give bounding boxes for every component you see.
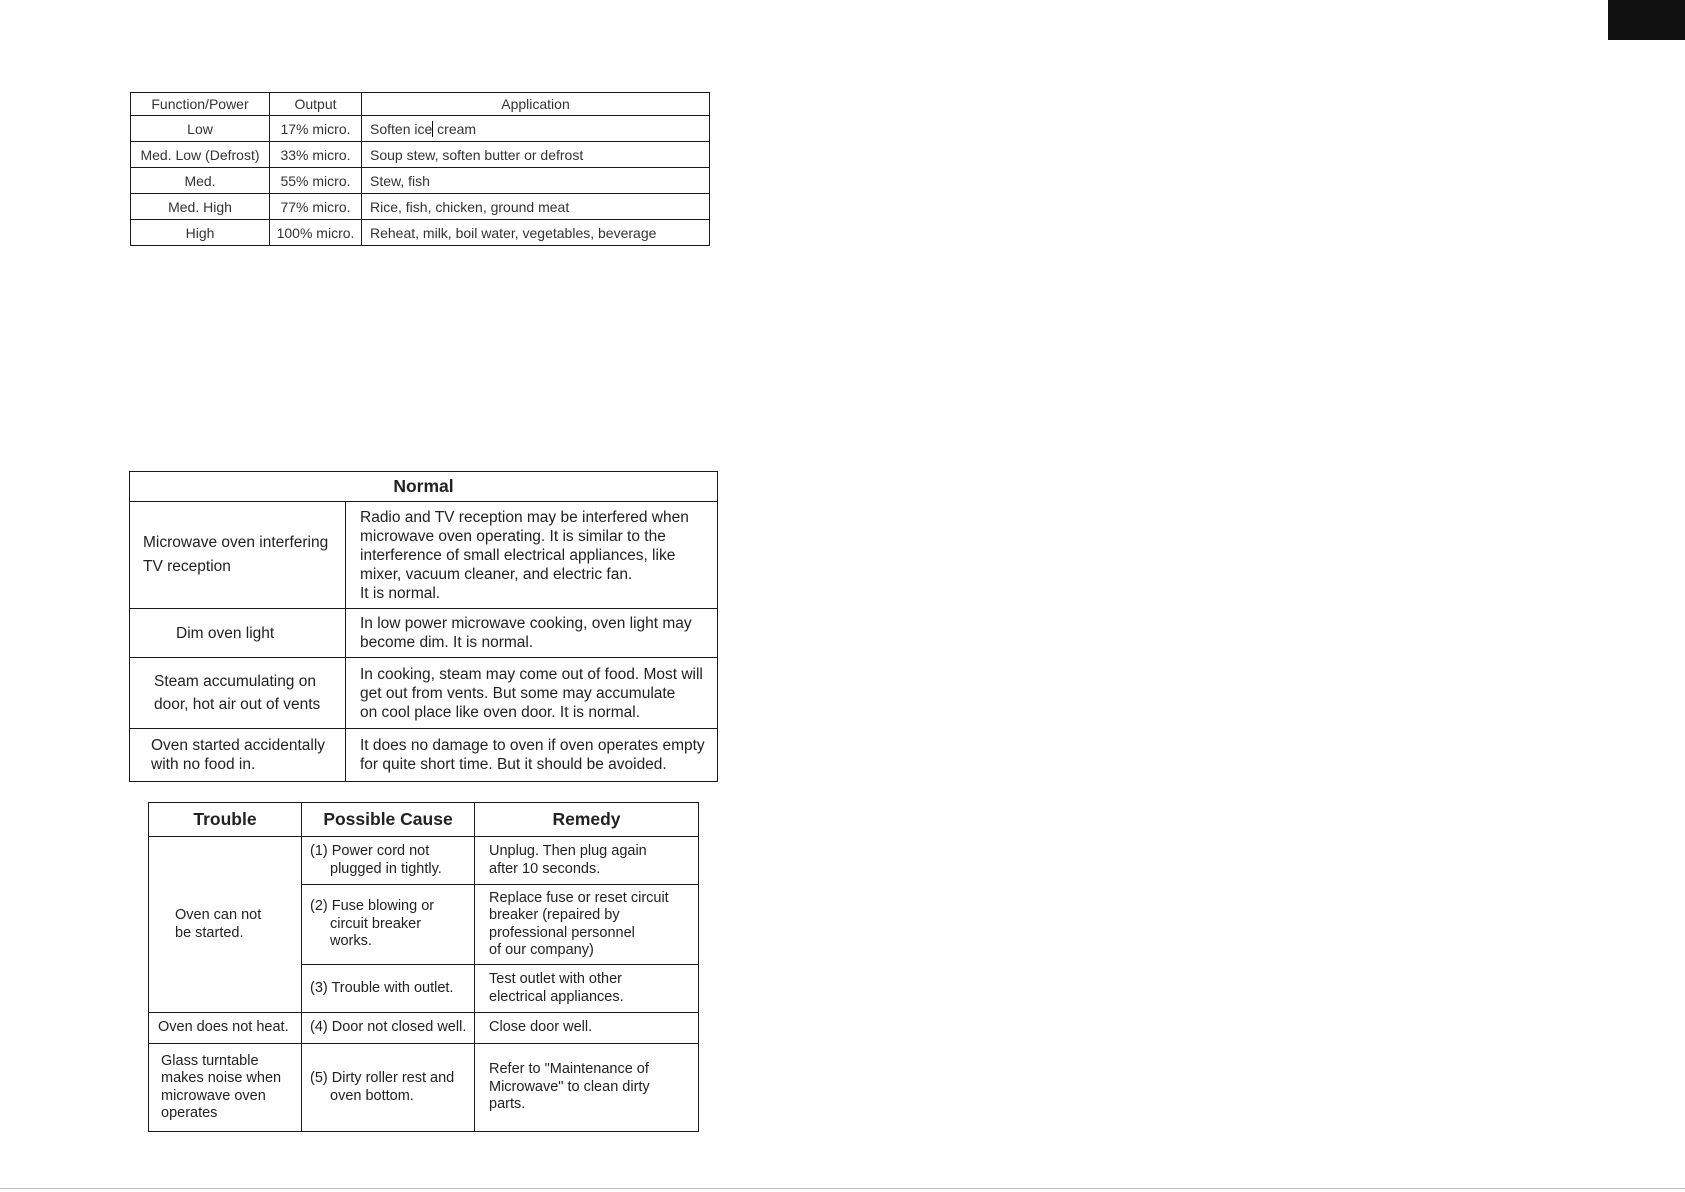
power-function: Med. Low (Defrost) — [131, 142, 270, 168]
normal-symptom — [130, 609, 346, 658]
power-level-table — [130, 92, 710, 246]
explanation-line: interference of small electrical appliances, like — [360, 546, 676, 564]
table-row — [130, 609, 718, 658]
cause-line: plugged in tightly. — [330, 860, 442, 877]
remedy-cell: Close door well. — [475, 1013, 699, 1044]
normal-explanation — [346, 502, 718, 609]
power-output: 33% micro. — [270, 142, 362, 168]
explanation-line: become dim. It is normal. — [360, 634, 534, 651]
table-header-row — [131, 93, 710, 116]
explanation-line: It is normal. — [360, 584, 441, 602]
table-row — [131, 142, 710, 168]
normal-table-title: Normal — [130, 472, 718, 502]
power-function: Low — [131, 116, 270, 142]
power-application — [362, 116, 710, 142]
remedy-line: after 10 seconds. — [489, 860, 601, 877]
table-row — [130, 502, 718, 609]
table-row — [130, 729, 718, 782]
remedy-cell — [475, 885, 699, 965]
page-corner-tab — [1608, 0, 1685, 40]
cause-line: (3) Trouble with outlet. — [310, 979, 454, 996]
power-application: Soup stew, soften butter or defrost — [362, 142, 710, 168]
cause-cell — [302, 837, 475, 885]
explanation-line: In cooking, steam may come out of food. Most will — [360, 665, 703, 683]
symptom-line: door, hot air out of vents — [154, 696, 321, 713]
remedy-cell — [475, 1044, 699, 1132]
table-row — [131, 168, 710, 194]
normal-behavior-table — [129, 471, 718, 782]
trouble-line: operates — [161, 1105, 218, 1121]
table-row — [131, 194, 710, 220]
cause-line: circuit breaker — [330, 915, 422, 932]
remedy-line: Test outlet with other — [489, 971, 622, 987]
column-header: Trouble — [149, 803, 302, 837]
text-cursor: cream — [433, 120, 477, 137]
symptom-line: with no food in. — [151, 756, 256, 773]
normal-explanation — [346, 729, 718, 782]
remedy-line: Replace fuse or reset circuit — [489, 889, 669, 906]
column-header: Output — [270, 93, 362, 116]
remedy-line: Refer to "Maintenance of — [489, 1061, 649, 1078]
cause-cell — [302, 965, 475, 1013]
explanation-line: microwave oven operating. It is similar to the — [360, 527, 666, 545]
table-row — [130, 658, 718, 729]
remedy-line: of our company) — [489, 942, 594, 958]
trouble-line: be started. — [175, 924, 244, 941]
symptom-line: Microwave oven interfering — [143, 534, 329, 551]
cause-line: (2) Fuse blowing or — [310, 898, 435, 915]
power-output: 77% micro. — [270, 194, 362, 220]
power-application: Reheat, milk, boil water, vegetables, beverage — [362, 220, 710, 246]
trouble-cell — [149, 837, 302, 1013]
column-header: Possible Cause — [302, 803, 475, 837]
cause-line: (1) Power cord not — [310, 843, 430, 859]
cause-cell — [302, 885, 475, 965]
normal-explanation — [346, 658, 718, 729]
power-function: Med. — [131, 168, 270, 194]
normal-explanation — [346, 609, 718, 658]
explanation-line: In low power microwave cooking, oven light may — [360, 615, 692, 632]
troubleshooting-table — [148, 802, 699, 1132]
trouble-line: microwave oven — [161, 1087, 266, 1104]
remedy-line: Microwave" to clean dirty — [489, 1078, 650, 1095]
symptom-line: Steam accumulating on — [154, 673, 316, 690]
remedy-cell — [475, 965, 699, 1013]
normal-symptom — [130, 729, 346, 782]
power-output: 17% micro. — [270, 116, 362, 142]
symptom-line: Oven started accidentally — [151, 737, 326, 754]
trouble-cell: Oven does not heat. — [149, 1013, 302, 1044]
remedy-line: parts. — [489, 1096, 526, 1113]
table-row — [131, 116, 710, 142]
symptom-line: TV reception — [143, 558, 231, 575]
bottom-divider — [0, 1188, 1685, 1189]
remedy-line: Unplug. Then plug again — [489, 843, 647, 859]
remedy-cell — [475, 837, 699, 885]
table-row — [131, 220, 710, 246]
symptom-line: Dim oven light — [176, 624, 275, 642]
remedy-line: professional personnel — [489, 924, 635, 941]
explanation-line: It does no damage to oven if oven operates empty — [360, 737, 705, 754]
normal-symptom — [130, 658, 346, 729]
explanation-line: Radio and TV reception may be interfered when — [360, 508, 689, 526]
normal-symptom — [130, 502, 346, 609]
explanation-line: get out from vents. But some may accumulate — [360, 684, 676, 702]
cause-line: works. — [330, 933, 372, 950]
power-function: Med. High — [131, 194, 270, 220]
cause-cell — [302, 1044, 475, 1132]
power-output: 100% micro. — [270, 220, 362, 246]
explanation-line: mixer, vacuum cleaner, and electric fan. — [360, 565, 633, 583]
column-header: Remedy — [475, 803, 699, 837]
table-row — [149, 837, 699, 885]
cause-cell: (4) Door not closed well. — [302, 1013, 475, 1044]
table-header-row — [130, 472, 718, 502]
power-application: Stew, fish — [362, 168, 710, 194]
table-row — [149, 1013, 699, 1044]
cause-line: oven bottom. — [330, 1087, 414, 1104]
explanation-line: on cool place like oven door. It is normal. — [360, 703, 641, 721]
trouble-line: Oven can not — [175, 907, 262, 923]
application-text: Soften ice — [370, 120, 433, 137]
table-row — [149, 1044, 699, 1132]
explanation-line: for quite short time. But it should be avoided. — [360, 756, 667, 773]
cause-line: (5) Dirty roller rest and — [310, 1070, 455, 1086]
column-header: Application — [362, 93, 710, 116]
column-header: Function/Power — [131, 93, 270, 116]
trouble-line: Glass turntable — [161, 1052, 259, 1069]
trouble-line: makes noise when — [161, 1070, 282, 1086]
power-output: 55% micro. — [270, 168, 362, 194]
trouble-cell — [149, 1044, 302, 1132]
power-application: Rice, fish, chicken, ground meat — [362, 194, 710, 220]
power-function: High — [131, 220, 270, 246]
remedy-line: electrical appliances. — [489, 988, 624, 1005]
remedy-line: breaker (repaired by — [489, 907, 620, 923]
table-header-row — [149, 803, 699, 837]
